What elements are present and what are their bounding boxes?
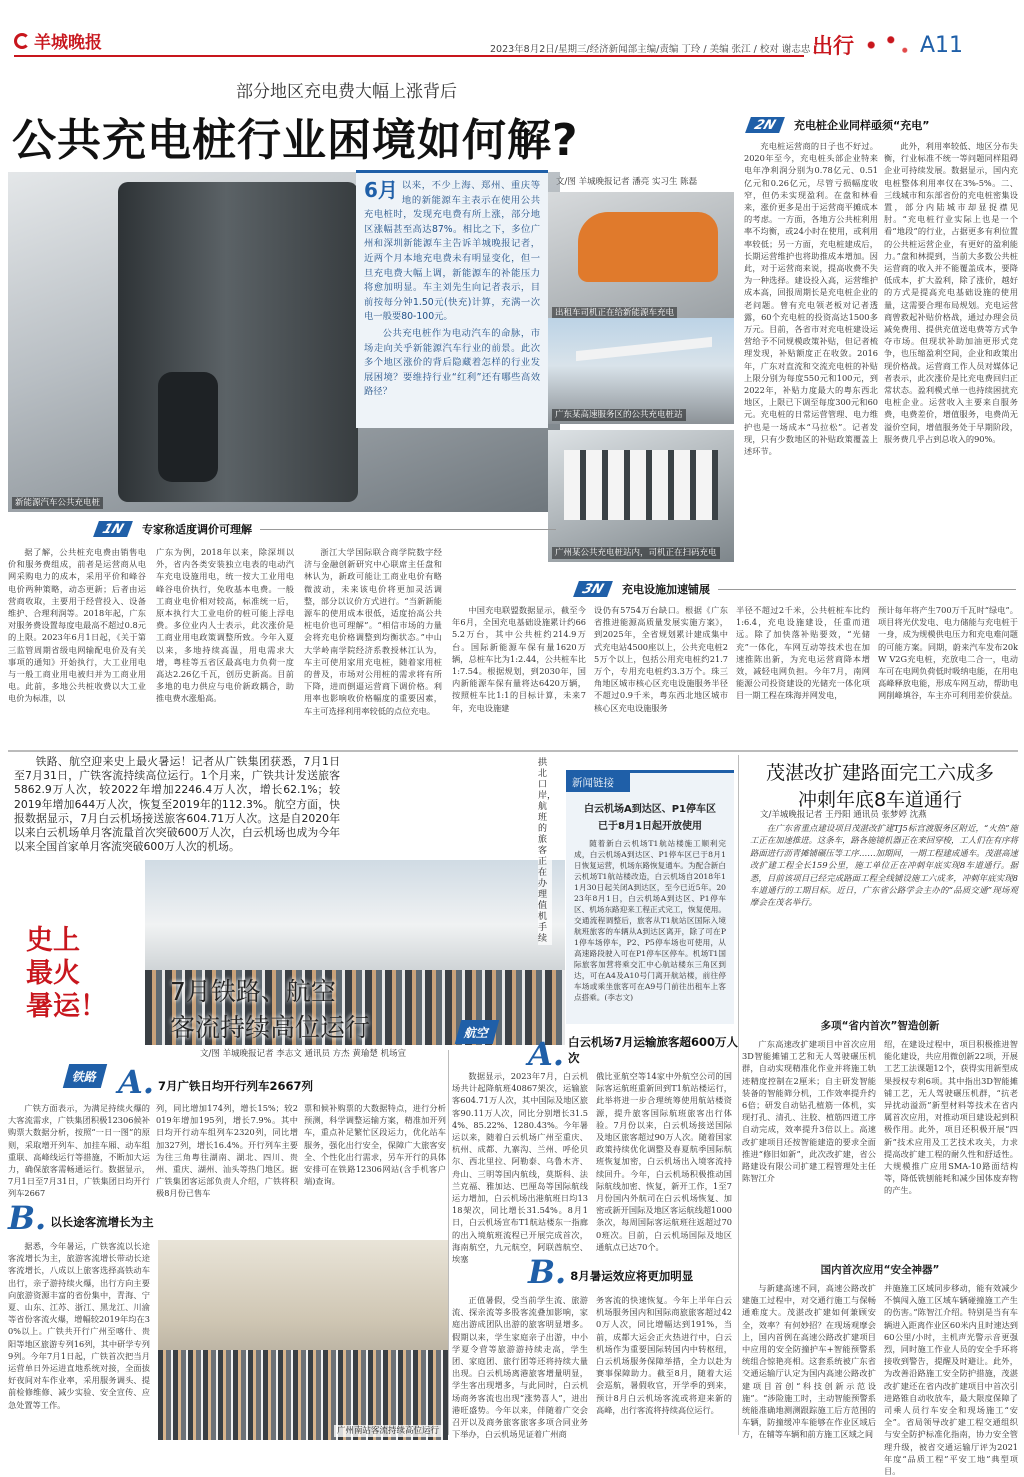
intro-box: [356, 170, 548, 428]
air-A-letter: A.: [528, 1035, 564, 1073]
section-2-label: 充电桩企业同样亟须“充电”: [794, 119, 930, 132]
maoming-sub-2-col-2: 并施施工区域同步移动，能有效减少不慎闯入施工区域车辆碰撞施工产生的伤害。”陈智江介绍。特别是当有车辆进入距离作业区60米内且时速达到60公里/小时，主机声光警示音更强烈，同时施工作业人员的安全手环将接收到警告，提醒及时避让。此外，为改善沿路施工安全防护措施，茂湛改扩建还在省内改扩建项目中首次引进路锥自动收放车，最大限度保障了司乘人员行车安全和现场施工“安全”。省局领导改扩建工程交通组织与安全防护标准化指南，协力安全管理升级，被省交通运输厅评为2021年度“品质工程”平安工地”典型项目。: [884, 1283, 1018, 1477]
air-B-col-2: 务客流的快速恢复。今年上半年白云机场服务国内和国际商旅旅客超过420万人次，同比增幅达到191%，当前，成都大运会正火热进行中，白云机场作为重要国际转国内中转枢纽，白云机场服务保障举措，全力以赴为赛事保障助力。截至8月，随着大运会巡航，暑假收官，开学季的到来，预计8月白云机场客流或将迎来新的高峰，出行客流将持续高位运行。: [596, 1295, 732, 1415]
section-1-col-2: 广东为例，2018年以来，除深圳以外，省内各类安装独立电表的电动汽车充电设施用电，统一按大工业用电峰谷电价执行，免收基本电费。一般工商业电价相对较高，标准统一后，原本执行大工业电价的桩可能上浮电费。多位业内人士表示，此次涨价是工商业用电政策调整所致。今年入夏以来，多地持续高温，用电需求大增，粤桂等五省区最高电力负荷一度高达2.26亿千瓦，创历史新高。目前多地的电力供应与电价新政耦合，助推电费水涨船高。: [156, 547, 294, 704]
photo-service-area: [548, 318, 734, 424]
section-2-col-2: 此外，利用率较低、地区分布失衡，行业标准不统一等问题同样阻碍企业可持续发展。数据显示，国内充电桩整体利用率仅在3%-5%。二、三线城市和东部省份的充电桩密集设置，部分内陆城市却显捉襟见肘。“充电桩行业实际上也是一个看“地段”的行业，占据更多有利位置的公共桩运营企业，有更好的盈利能力。”盘和林提到，当前大多数公共桩运营商的收入并不能覆盖成本，要降低成本，扩大盈利，除了涨价，越好的方式是提高充电基础设施的使用量，这需要合理布局规划。充电运营商曾救起补贴价格战，通过办理会员减免费用、提供充值送电费等方式争夺市场。但现状补助加油更形式竞争，也压缩盈利空间，企业和政策出现价格战。运营商工作人员对媒体记者表示，此次涨价是比充电费回归正常状态。盈利模式单一也持续困扰充电桩企业。运营收入主要来自服务费，电费差价，增值服务，电费尚无溢价空间，增值服务处于早期阶段，服务费几乎占到总收入的90%。: [884, 141, 1018, 444]
air-B-letter: B.: [528, 1253, 567, 1291]
lead-byline: 文/图 羊城晚报记者 潘亮 实习生 陈磊: [556, 177, 698, 187]
canopy: [576, 337, 712, 361]
intro-text-2: 公共充电桩作为电动汽车的命脉，市场走向关乎新能源汽车行业的前景。此次多个地区涨价的背后隐藏着怎样的行业发展困境？要维持行业“红利”还有哪些高效路径？: [364, 327, 540, 398]
maoming-sub-1-col-2: 绍，在建设过程中，项目积极推进智能化建设，共应用微创新22项，开展工艺工法课题12个，获得实用新型成果授权专利6项。其中指出3D智能摊铺工艺，无人驾驶碾压机群，“抗老异扰动溢沥”新型材料等技术在省内属首次应用，对推动项目建设起到积极作用。此外，项目还积极开展“四新”技术应用及工艺技术攻关，力求提高改扩建工程的耐久性和舒适性。大规模推广应用SMA-10路面结构等，降低铣刨能耗和减少国体废弃物的产生。: [884, 1039, 1018, 1196]
photo-taxi: [548, 192, 734, 322]
photo-station-caption: 广州某公共充电桩站内，司机正在扫码充电: [552, 547, 720, 559]
news-link-title-1: 白云机场A到达区、P1停车区: [583, 804, 717, 815]
air-A-col-2: 俄比亚航空等14家中外航空公司的国际客运航班重新回到T1航站楼运行，此举将进一步合理统筹使用航站楼资源，提升旅客国际航班旅客出行体验。7月份以来，白云机场接送国际及地区旅客超过90万人次。随着国家政策持续优化调整及春夏航季国际航班恢复加密，白云机场出入境客流持续回升。今年，白云机场积极推动国际航线加密、恢复，新开工作，1至7月份国内外航司在白云机场恢复、加密或新开国际及地区客运航线超1000条次，每周国际客运航班往返超过700班次。目前，白云机场国际及地区通航点已达70个。: [596, 1071, 732, 1252]
rail-A-letter: A.: [118, 1063, 154, 1101]
header-info: 2023年8月2日/星期三/经济新闻部主编/责编 丁玲 / 美编 张江 / 校对 谢志忠: [490, 44, 811, 55]
section-3-col-1: 中国充电联盟数据显示，截至今年6月，全国充电基础设施累计约665.2万台，其中公共桩约214.9万台。国际新能源车保有量1620万辆，总桩车比为1:2.44，公共桩车比1:7.54。根据规划，到2030年，国内新能源车保有量将达6420万辆，按照桩车比1:1的目标计算，未来7年，充电设施建: [452, 605, 586, 713]
section-3-label: 充电设施加速铺展: [622, 583, 710, 596]
station-photo: [158, 1240, 448, 1440]
air-B-title: 8月暑运效应将更加明显: [570, 1269, 694, 1283]
charger-body: [118, 182, 358, 502]
section-3-header: [576, 580, 1016, 598]
rail-B-head: [8, 1199, 154, 1237]
section-1-number: 1N: [93, 521, 133, 537]
logo-swirl-icon: [14, 33, 30, 49]
feature-title: [170, 972, 370, 1044]
plum-blossom-icon: [860, 32, 916, 58]
maoming-sub-2: 国内首次应用“安全神器”: [820, 1264, 940, 1276]
logo-text: 羊城晚报: [34, 33, 102, 53]
maoming-title: [742, 758, 1018, 812]
main-photo-caption: 新能源汽车公共充电桩: [12, 497, 103, 509]
feature-photo-caption: 拱北口岸，航班的旅客正在办理值机手续: [538, 758, 557, 944]
header-rule: [14, 55, 804, 57]
rail-A-col-2: 列，同比增加174列，增长15%；较2019年增加195列，增长7.9%。其中日均开行动车组列车2320列，同比增加327列，增长16.4%。开行列车主要为往三角粤往湖南、湖北、四川、贵州、重庆、湖州、汕头等热门地区。据广铁集团客运部负责人介绍，广铁将积极8月份已售车: [156, 1103, 298, 1199]
photo-taxi-caption: 出租车司机正在给新能源车充电: [552, 307, 677, 319]
divider: [260, 529, 556, 530]
slogan-line-3: 暑运！: [26, 991, 107, 1022]
maoming-sub-1-col-1: 广东高速改扩建项目中首次应用3D智能摊铺工艺和无人驾驶碾压机群，自动实现精准化作业并将施工轨迹精度控制在2厘米；自主研发智能装备的智能筛分机，工作效率提升约6倍；研发自动钻孔植筋一体机，实现打孔、清孔、注胶、植筋四道工序自动完成，效率提升3倍以上。高速改扩建项目还按智能建造的要求全面推进“修旧如新”，此次改扩建，省公路建设有限公司扩建工程管理处主任陈智江介: [742, 1039, 876, 1184]
maoming-title-line-2: 冲刺年底8车道通行: [797, 789, 963, 811]
maoming-title-line-1: 茂湛改扩建路面完工六成多: [765, 762, 994, 784]
maoming-sub-1: 多项“省内首次”智造创新: [820, 1020, 940, 1032]
news-link-body: 随着新白云机场T1航站楼施工顺利完成，白云机场A到达区、P1停车区已于8月1日恢复运营，机场东路恢复通车。为配合新白云机场T1航站楼改造，白云机场自2018年11月30日起关闭A到达区，至今已近5年。2023年8月1日，白云机场A到达区、P1停车区、机场东路迎来工程正式完工，恢复使用。交通流程调整后，旅客从T1航站区国际入境航班旅客的车辆从A到达区离开，除了可在P1停车场停车，P2、P5停车场也可使用，从高速路段驶入可在P1停车区停车。机场T1国际旅客加营将乘交汇中心航站楼东三角区到达，可在A4及A10号门离开航站楼，前往停车场或乘坐旅客可在A9号门前往出租车上客点搭乘。(李志文): [574, 839, 726, 1002]
station-chargers: [564, 450, 718, 520]
section-3-col-2: 设仍有5754万台缺口。根据《广东省推进能源高质量发展实施方案》，到2025年，全省规划累计建成集中式充电站4500座以上，公共充电桩25万个以上，包括公用充电桩约21.7万个，专用充电桩约3.3万个。珠三角地区城市核心区充电设施服务半径不超过0.9千米，粤东西北地区城市核心区充电设施服务: [594, 605, 728, 713]
section-name: 出行: [812, 34, 854, 58]
photo-station: [548, 430, 734, 562]
maoming-body: 在广东省重点建设项目茂湛改扩建TJ5标宫渡服务区附近，“火热”施工正在加速推进。这条车，路各施镜机器正在来回穿梭，工人们在有序将路面进行沥青摊铺碾压等工序……加期间，一期工程建成通车。茂湛高速改扩建工程全长159公里，施工单位正在冲刺年底实现8车道通行。据悉，目前该项目已经完成路面工程全线铺设施工六成多，冲刺年底实现8车道通行的工期目标。近日，广东省公路学会主办的“品质交通”现场观摩会在茂名举行。: [750, 823, 1018, 908]
section-3-number: 3N: [573, 581, 613, 597]
section-1-label: 专家称适度调价可理解: [142, 523, 252, 536]
section-1-header: [96, 520, 556, 538]
maoming-sub-2-col-1: 与新建高速不同，高速公路改扩建施工过程中，对交通行施工与保畅通难度大。茂湛改扩建如何兼顾安全，效率？有何妙招？在现场观摩会上，国内首例在高速公路改扩建项目中应用的安全防撞护车+智能预警系统组合惊艳亮相。这套系统被广东省交通运输厅认定为国内高速公路改扩建项目首创“科技创新示范设施”。“涉险施工时，主动智能预警系统能准确地测测跟踪施工后方范围的车辆，防撞缓冲车能够在作业区域后方，在辅等车辆和前方施工区域之间: [742, 1283, 876, 1440]
rail-B-title: 以长途客流增长为主: [50, 1215, 154, 1229]
rail-tag-text: 铁路: [70, 1069, 99, 1084]
divider: [718, 589, 1016, 590]
section-2-number: 2N: [745, 117, 785, 133]
feature-title-line-2: 客流持续高位运行: [170, 1013, 371, 1042]
air-B-col-1: 正值暑假，受当前学生流、旅游流、探亲流等多股客流叠加影响，家庭出游成团队出游的旅客明显增多。假期以来，学生家庭亲子出游，中小学夏令营等旅游游持续走高，学生团、家庭团、旅行团等还将持续大量出现。白云机场离港旅客增量明显，学生客出现增多，与此同时，白云机场商务客流也出现“涨势喜人”，进出港旺盛势。今年以来，伴随着广交会召开以及商务旅客旅客多项合同业务下举办，白云机场见证着广州商: [452, 1295, 588, 1440]
masthead: [0, 0, 1024, 64]
slogan-line-1: 史上: [26, 925, 80, 956]
slogan: [26, 924, 107, 1023]
news-link-tag: [566, 773, 630, 792]
air-B-head: [528, 1253, 694, 1291]
news-link-tag-text: 新闻链接: [572, 777, 614, 789]
section-tag: [812, 30, 963, 60]
paper-logo: [14, 28, 102, 53]
rail-A-title: 7月广铁日均开行列车2667列: [157, 1079, 313, 1093]
feature-byline: 文/图 羊城晚报记者 李志文 通讯员 方杰 黄瑜楚 机场宣: [200, 1049, 407, 1059]
rail-B-col: 据悉，今年暑运，广铁客流以长途客流增长为主，旅游客流增长带动长途客流增长，八成以上旅客选择高铁动车出行，亲子游持续火爆，出行方向主要向旅游资源丰富的省份集中，青海、宁夏、山东、江苏、浙江、黑龙江、川渝等省份客流火爆，增幅较2019年均在30%以上。广铁共开行广州至喀什、贵阳等地区旅游专列16列，其中研学专列9列。今年7月1日起，广铁首次把当月运营单日外运进直地系统对接，全面拔好夜间对车作业率，采用服务调头、提前检修维修、减少实验、安全宣传、应急处置等工作。: [8, 1241, 150, 1410]
feature-intro: 铁路、航空迎来史上最火暑运！记者从广铁集团获悉，7月1日至7月31日，广铁客流持续高位运行。1个月来，广铁共计发送旅客5862.9万人次，较2022年增加2246.4万人次，增长62.1%；较2019年增加644万人次，恢复至2019年的112.3%。航空方面，快报数据显示，7月白云机场接送旅客604.71万人次。这是自2020年以来白云机场单月客流量首次突破600万人次，白云机场也成为今年以来全国首家单月客流突破600万人次的机场。: [14, 755, 340, 854]
slogan-line-2: 最火: [26, 958, 80, 989]
air-A-title: 白云机场7月运输旅客超600万人次: [567, 1035, 738, 1065]
air-tag: [455, 1020, 499, 1044]
section-3-col-4: 预计每年将产生700万千瓦时“绿电”。项目将光伏发电、电力储能与充电桩于一身，成为规模供电压力和充电难问题的可能方案。同期，蔚来汽车发布20kW V2G充电桩，充放电二合一，电动车可在电网负荷低时吸纳电能，在用电高峰释放电能，形成车网互动，帮助电网削峰填谷，车主亦可利用差价获益。: [878, 605, 1018, 701]
charger-gun: [158, 372, 218, 482]
air-A-head: [528, 1034, 738, 1073]
lead-subtitle: 部分地区充电费大幅上涨背后: [236, 82, 457, 102]
maoming-byline: 文/羊城晚报记者 王丹阳 通讯员 张梦婷 沈燕: [760, 810, 927, 820]
intro-text: 以来，不少上海、郑州、重庆等地的新能源车主表示在使用公共充电桩时，发现充电费有所上涨，部分地区涨幅甚至高达87%。相比之下，多位广州和深圳新能源车主告诉羊城晚报记者，近两个月本地充电费未有明显变化，但一旦充电费大幅上调，新能源车的补能压力将愈加明显。车主刘先生向记者表示，目前按每分钟1.50元(快充)计算，充满一次电一般要80-100元。: [364, 180, 540, 323]
rail-tag: [63, 1064, 107, 1088]
rail-A-head: [118, 1063, 313, 1101]
page-number: A11: [920, 32, 964, 58]
air-divider: [448, 1050, 449, 1435]
air-tag-text: 航空: [462, 1025, 491, 1040]
lead-title: 公共充电桩行业困境如何解?: [12, 115, 579, 166]
rail-A-col-1: 广铁方面表示，为满足持续火爆的大客流需求，广铁集团积极12306候补购票大数据分析，按照“一日一图”的原则，采取增开列车、加挂车厢、动车组重联、高峰线运行等措施，不断加大运力，确保旅客需畅通运行。数据显示，7月1日至7月31日，广铁集团日均开行列车2667: [8, 1103, 150, 1199]
air-A-col-1: 数据显示，2023年7月，白云机场共计起降航班40867架次，运输旅客604.71万人次，其中国际及地区旅客90.11万人次，同比分别增长31.54%、85.22%、1280.43%。今年暑运以来，随着白云机场广州至重庆、杭州、成都、九寨沟、兰州、呼伦贝尔、西北里拉、阿勒泰、乌鲁木齐、舟山、三明等国内航线，莫斯科、法兰克福、雅加达、巴厘岛等国际航线运力增加，白云机场出港航班日均1318架次，同比增长31.54%。8月1日，白云机场宣布T1航站楼东一指廊的出入境航班流程已开展完成首次，海南航空，九元航空，阿联酋航空、埃塞: [452, 1071, 588, 1265]
right-column-divider: [738, 755, 739, 1435]
intro-drop: 6月: [364, 178, 398, 202]
section-2-col-1: 充电桩运营商的日子也不好过。2020年至今，充电桩头部企业特来电年净利润分别为0.78亿元、0.51亿元和0.26亿元，尽管亏损幅度收窄，但仍未实现盈利。在盘和林看来，涨价更多是出于运营商平摊成本的考虑。一方面，各地方公共桩利用率不均衡，或24小时在使用，或利用率较低；另一方面，充电桩建成后，长期运营维护也将助推成本增加。因此，对于运营商来说，提高收费不失为一种选择。建设投入高，运营维护成本高，回报周期长是充电桩企业的老问题。曾有充电领老板对记者透露，60个充电桩的投资高达1500多万元。目前，各省市对充电桩建设运营给予不同规模政策补贴，但记者梳理发现，补贴额度正在收敛。2016年，广东对直流和交流充电桩的补贴上限分别为每度550元和100元，到2022年，补贴力度最大的粤东西北地区，上限已下调至每度300元和60元。充电桩的日常运营管理、电力维护也是一场成本“马拉松”。记者发现，只有少数地区的补贴政策覆盖上述环节。: [744, 141, 878, 457]
section-1-col-1: 据了解，公共桩充电费由销售电价和服务费组成，前者是运营商从电网采购电力的成本，采用平价和峰谷电价两种策略，动态更新；后者由运营商收取，主要用于经营投入、设备维护、合理利润等。2018年起，广东对服务费设置每度电最高不超过0.8元的上限。2023年6月1日起，《关于第三监管周期省级电网输配电价及有关事项的通知》开始执行，大工业用电与一般工商业用电被归并为工商业用电。此前，多地公共桩收费以大工业电价为标准，以: [8, 547, 146, 704]
station-photo-caption: 广州南站客流持续高位运行: [334, 1425, 442, 1437]
news-link-box: [566, 770, 734, 1024]
rail-A-col-3: 票和候补购票的大数据特点，进行分析预测，科学调整运输方案，精准加开列车，重点补足繁忙区段运力，优化站车服务，强化出行安全，保障广大旅客安全、个性化出行需求，另车开行的具体安排可在铁路12306网站(含手机客户端)查询。: [304, 1103, 446, 1187]
feature-title-line-1: 7月铁路、航空: [170, 977, 336, 1006]
rail-B-letter: B.: [8, 1199, 47, 1237]
news-link-title-2: 已于8月1日起开放使用: [598, 821, 702, 832]
taxi-car: [578, 212, 718, 282]
section-3-col-3: 半径不超过2千米，公共桩桩车比约1:6.4，充电设施建设，任重而道远。除了加快落补贴要效，“光储充”一体化，车网互动等技术也在加速推陈出新，为充电运营商降本增效，减轻电网负担。今年7月，南网能源公司投资建设的光储充一体化项目一期工程在珠海并网发电，: [736, 605, 870, 701]
section-2-header: [748, 116, 1018, 134]
section-1-col-3: 浙江大学国际联合商学院数字经济与金融创新研究中心联席主任盘和林认为，新政可能让工商业电价有略微波动，未来该电价将更加灵活调整，部分以议价方式进行。“当新新能源车的使用成本很低，适度抬高公共桩电价也可理解”。“相信市场的力量会将充电价格调整到均衡状态。”中山大学岭南学院经济系教授林江认为，车主可使用家用充电桩，随着家用桩的普及，市场对公用桩的需求将有所下降，进而倒逼运营商下调价格。利用率也影响收价格幅度的重要因素，车主可选择利用率较低的点位充电。: [304, 547, 442, 716]
photo-service-area-caption: 广东某高速服务区的公共充电桩站: [552, 409, 686, 421]
mid-divider: [8, 750, 1018, 752]
